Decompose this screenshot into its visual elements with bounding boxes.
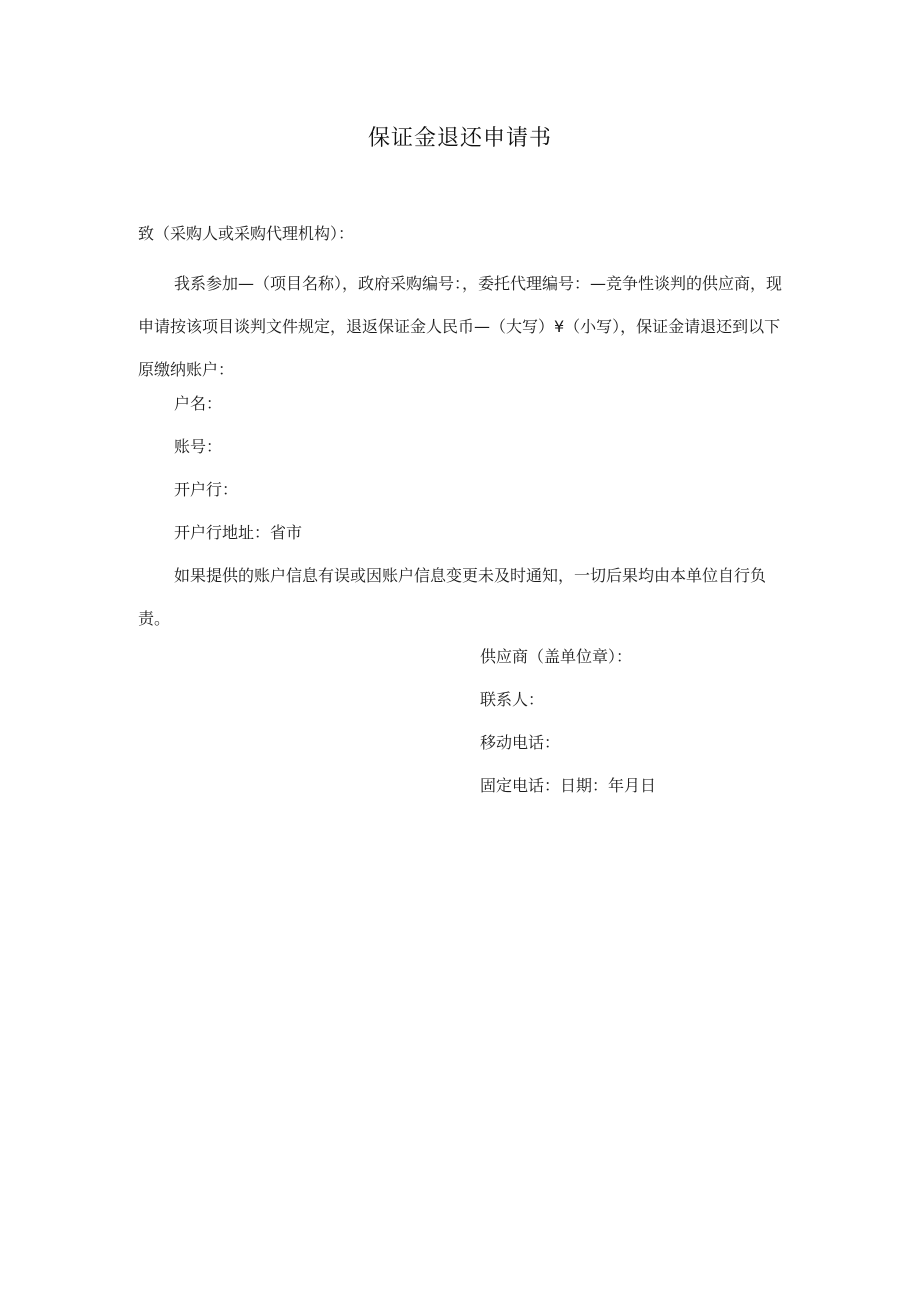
account-bank-label: 开户行： <box>174 480 239 499</box>
account-number-label: 账号： <box>174 437 223 456</box>
supplier-seal-label: 供应商（盖单位章）： <box>480 647 633 666</box>
mobile-phone-label: 移动电话： <box>480 733 561 752</box>
addressee-line: 致（采购人或采购代理机构）： <box>138 224 355 243</box>
account-bank-address-label: 开户行地址：省市 <box>174 523 303 542</box>
account-name-label: 户名： <box>174 394 223 413</box>
contact-person-label: 联系人： <box>480 690 545 709</box>
intro-paragraph: 我系参加—（项目名称），政府采购编号：，委托代理编号：—竞争性谈判的供应商，现申请按该项目谈判文件规定，退返保证金人民币—（大写）¥（小写），保证金请退还到以下原缴纳账户： <box>138 274 783 379</box>
landline-date-label: 固定电话：日期：年月日 <box>480 776 657 795</box>
disclaimer-paragraph: 如果提供的账户信息有误或因账户信息变更未及时通知，一切后果均由本单位自行负责。 <box>138 566 767 628</box>
document-title: 保证金退还申请书 <box>367 126 552 151</box>
